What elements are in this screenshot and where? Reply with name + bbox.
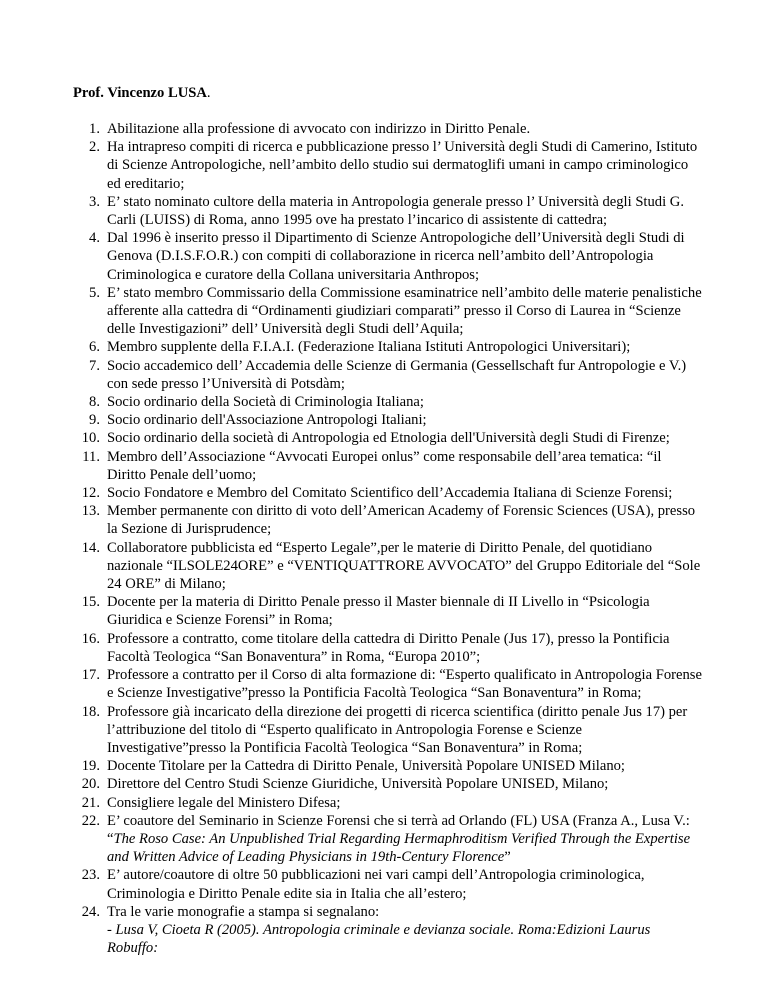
list-item-number: 20.: [81, 776, 100, 793]
list-item: [73, 193, 703, 229]
monograph-entry: - Lusa V, Cioeta R (2005). Antropologia criminale e devianza sociale. Roma:Edizioni Laurus Robuffo:: [107, 921, 651, 957]
list-item: [73, 794, 703, 812]
list-item: [73, 448, 703, 484]
list-item-text: Consigliere legale del Ministero Difesa;: [107, 794, 341, 811]
list-item-text: E’ stato membro Commissario della Commissione esaminatrice nell’ambito delle materie penalistiche afferente alla cattedra di “Ordinamenti giudiziari comparati” presso il Corso di Laurea in “Scienze delle Investigazioni” dell’ Università degli Studi dell’Aquila;: [107, 284, 702, 338]
list-item-text: Membro supplente della F.I.A.I. (Federazione Italiana Istituti Antropologici Universitari);: [107, 339, 631, 356]
list-item-text-end: ”: [504, 849, 511, 866]
list-item-text: Abilitazione alla professione di avvocato con indirizzo in Diritto Penale.: [107, 121, 531, 137]
list-item-number: 18.: [81, 703, 100, 720]
seminar-title: The Roso Case: An Unpublished Trial Regarding Hermaphroditism Verified Through the Expertise and Written Advice of Leading Physicians in 19th-Century Florence: [107, 830, 691, 866]
list-item: [73, 593, 703, 629]
list-item-number: 15.: [81, 594, 100, 611]
list-item-text: Socio ordinario della Società di Criminologia Italiana;: [107, 394, 424, 411]
list-item: [73, 539, 703, 594]
list-item-text: Ha intrapreso compiti di ricerca e pubblicazione presso l’ Università degli Studi di Camerino, Istituto di Scienze Antropologiche, nell’ambito dello studio sui dermatoglifi umani in campo criminologico ed ereditario;: [107, 139, 698, 192]
list-item-text: Socio ordinario dell'Associazione Antropologi Italiani;: [107, 412, 427, 429]
list-item-number: 6.: [89, 339, 100, 356]
title-name: Prof. Vincenzo LUSA: [73, 85, 207, 101]
list-item-text: Collaboratore pubblicista ed “Esperto Legale”,per le materie di Diritto Penale, del quotidiano nazionale “ILSOLE24ORE” e “VENTIQUATTRORE AVVOCATO” del Gruppo Editoriale del “Sole 24 ORE” di Milano;: [107, 539, 701, 593]
list-item: [73, 703, 703, 758]
list-item: [73, 229, 703, 284]
list-item-text: Professore a contratto per il Corso di alta formazione di: “Esperto qualificato in Antropologia Forense e Scienze Investigative”presso la Pontificia Facoltà Teologica “San Bonaventura” in Roma;: [107, 667, 702, 702]
list-item-number: 19.: [81, 758, 100, 775]
cv-list: [73, 120, 703, 957]
document-title: [73, 84, 211, 102]
list-item: [73, 284, 703, 339]
list-item-text: Membro dell’Associazione “Avvocati Europei onlus” come responsabile dell’area tematica: “il Diritto Penale dell’uomo;: [107, 448, 662, 483]
list-item: [73, 411, 703, 429]
list-item-number: 23.: [81, 867, 100, 884]
list-item: [73, 120, 703, 138]
list-item: [73, 812, 703, 867]
list-item-number: 2.: [89, 139, 100, 156]
list-item-text: E’ autore/coautore di oltre 50 pubblicazioni nei vari campi dell’Antropologia criminologica, Criminologia e Diritto Penale edite sia in Italia che all’estero;: [107, 867, 645, 902]
list-item-number: 1.: [89, 121, 100, 137]
list-item-number: 11.: [82, 448, 100, 465]
list-item-number: 5.: [89, 284, 100, 301]
list-item-number: 17.: [81, 667, 100, 684]
list-item: [73, 775, 703, 793]
list-item: [73, 484, 703, 502]
list-item-text: E’ stato nominato cultore della materia in Antropologia generale presso l’ Università degli Studi G. Carli (LUISS) di Roma, anno 1995 ove ha prestato l’incarico di assistente di cattedra;: [107, 193, 684, 229]
list-item: [73, 138, 703, 193]
list-item-text: Docente Titolare per la Cattedra di Diritto Penale, Università Popolare UNISED Milano;: [107, 758, 625, 775]
list-item-number: 10.: [81, 430, 100, 447]
list-item-number: 12.: [81, 485, 100, 502]
title-suffix: .: [206, 85, 211, 101]
list-item-number: 21.: [81, 794, 100, 811]
list-item-number: 24.: [81, 903, 100, 920]
list-item: [73, 338, 703, 356]
list-item-number: 9.: [89, 412, 100, 429]
list-item-number: 16.: [81, 630, 100, 647]
list-item-number: 8.: [89, 394, 100, 411]
list-item-text: Docente per la materia di Diritto Penale presso il Master biennale di II Livello in “Psicologia Giuridica e Scienze Forensi” in Roma;: [107, 594, 650, 629]
list-item-text: Professore a contratto, come titolare della cattedra di Diritto Penale (Jus 17), presso la Pontificia Facoltà Teologica “San Bonaventura” in Roma, “Europa 2010”;: [107, 630, 670, 665]
list-item: [73, 357, 703, 393]
list-item-text: Socio Fondatore e Membro del Comitato Scientifico dell’Accademia Italiana di Scienze Forensi;: [107, 485, 673, 502]
list-item: [73, 393, 703, 411]
list-item: [73, 866, 703, 902]
list-item-number: 22.: [81, 812, 100, 829]
list-item-text: Tra le varie monografie a stampa si segnalano:: [107, 903, 380, 920]
list-item: [73, 502, 703, 538]
list-item: [73, 903, 703, 958]
list-item-number: 7.: [89, 357, 100, 374]
list-item: [73, 666, 703, 702]
list-item-number: 3.: [89, 193, 100, 210]
list-item-text: Socio accademico dell’ Accademia delle Scienze di Germania (Gessellschaft fur Antropologie e V.) con sede presso l’Università di Potsdàm;: [107, 357, 687, 392]
list-item-text: Professore già incaricato della direzione dei progetti di ricerca scientifica (diritto penale Jus 17) per l’attribuzione del titolo di “Esperto qualificato in Antropologia Forense e Scienze Investigative”presso la Pontificia Facoltà Teologica “San Bonaventura” in Roma;: [107, 703, 688, 756]
list-item-text: Member permanente con diritto di voto dell’American Academy of Forensic Sciences (USA), presso la Sezione di Jurisprudence;: [107, 503, 696, 538]
list-item-text: Dal 1996 è inserito presso il Dipartimento di Scienze Antropologiche dell’Università degli Studi di Genova (D.I.S.F.O.R.) con compiti di collaborazione in ricerca nell’ambito dell’Antropologia Criminologica e curatore della Collana universitaria Anthropos;: [107, 230, 685, 283]
list-item-text: E’ coautore del Seminario in Scienze Forensi che si terrà ad Orlando (FL) USA (Franza A., Lusa V.: “: [107, 812, 690, 847]
list-item-number: 13.: [81, 503, 100, 520]
list-item-number: 14.: [81, 539, 100, 556]
list-item: [73, 429, 703, 447]
list-item: [73, 630, 703, 666]
list-item-number: 4.: [89, 230, 100, 247]
list-item-text: Direttore del Centro Studi Scienze Giuridiche, Università Popolare UNISED, Milano;: [107, 776, 609, 793]
list-item: [73, 757, 703, 775]
list-item-text: Socio ordinario della società di Antropologia ed Etnologia dell'Università degli Studi di Firenze;: [107, 430, 670, 447]
